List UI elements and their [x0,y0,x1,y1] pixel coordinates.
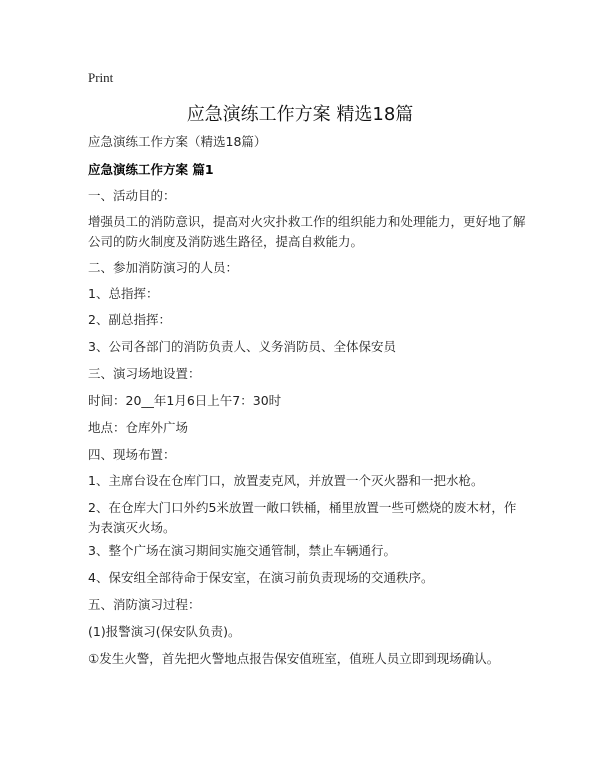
paragraph: (1)报警演习(保安队负责)。 [88,624,241,639]
paragraph: 三、演习场地设置： [88,366,201,381]
paragraph: 1、总指挥： [88,286,159,301]
paragraph: 地点：仓库外广场 [88,420,189,435]
paragraph: 四、现场布置： [88,447,176,462]
paragraph: 五、消防演习过程： [88,597,201,612]
paragraph: 2、副总指挥： [88,312,171,327]
document-title: 应急演练工作方案 精选18篇 [186,104,414,125]
print-label: Print [88,70,114,85]
section-heading: 应急演练工作方案 篇1 [88,162,214,177]
paragraph: 二、参加消防演习的人员： [88,260,239,275]
document-subtitle: 应急演练工作方案（精选18篇） [88,134,267,149]
paragraph: 一、活动目的： [88,188,176,203]
paragraph: 3、公司各部门的消防负责人、义务消防员、全体保安员 [88,339,396,354]
paragraph: 时间：20__年1月6日上午7：30时 [88,393,282,408]
paragraph: 4、保安组全部待命于保安室，在演习前负责现场的交通秩序。 [88,570,434,585]
paragraph: ①发生火警，首先把火警地点报告保安值班室，值班人员立即到现场确认。 [88,651,500,666]
paragraph: 1、主席台设在仓库门口，放置麦克风，并放置一个灭火器和一把水枪。 [88,473,484,488]
paragraph: 3、整个广场在演习期间实施交通管制，禁止车辆通行。 [88,543,396,558]
paragraph: 增强员工的消防意识，提高对火灾扑救工作的组织能力和处理能力，更好地了解公司的防火制度及消防逃生路径，提高自救能力。 [88,214,526,249]
paragraph: 2、在仓库大门口外约5米放置一敞口铁桶，桶里放置一些可燃烧的废木材，作为表演灭火场。 [88,500,517,535]
